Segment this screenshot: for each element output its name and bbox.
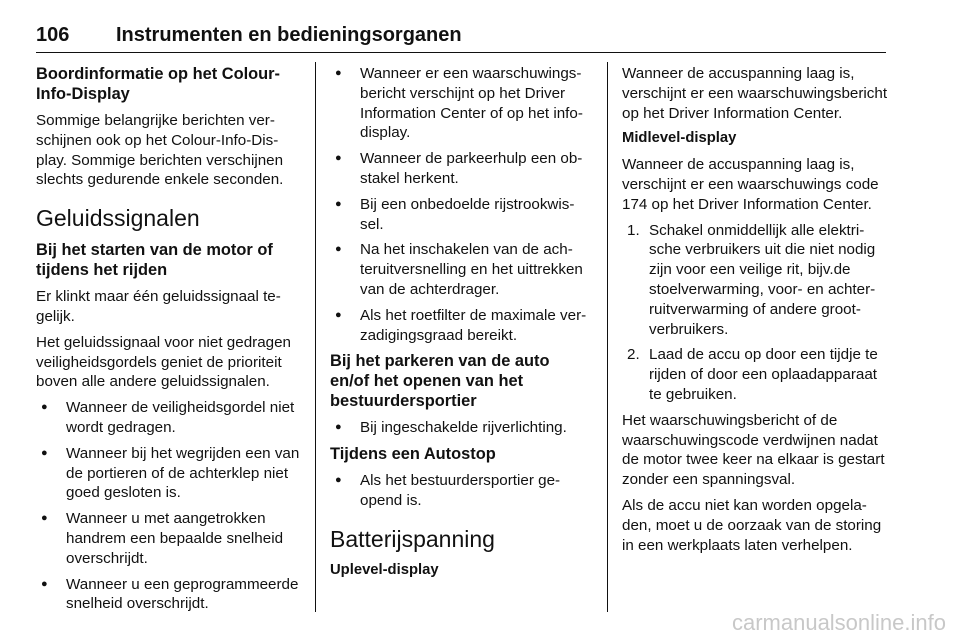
column-1: [36, 64, 302, 620]
bullet-list-1: [36, 398, 302, 614]
column-divider-2: [607, 62, 608, 612]
step-number: 1.: [627, 221, 640, 239]
list-item: ● Wanneer de veiligheidsgordel niet wordt gedragen.: [36, 398, 302, 438]
list-item: ● Wanneer u met aangetrokken handrem een bepaalde snelheid overschrijdt.: [36, 509, 302, 568]
list-item: ● Als het roetfilter de maximale verzadigingsgraad bereikt.: [330, 306, 592, 346]
list-item: [622, 345, 888, 404]
heading-midlevel-display: Midlevel-display: [622, 130, 737, 147]
paragraph-prioriteit: Het geluidssignaal voor niet gedragen veiligheidsgordels geniet de prioriteit boven alle andere geluidssignalen.: [36, 333, 291, 391]
list-item: ● Wanneer er een waarschuwingsbericht verschijnt op het Driver Information Center of op het info-display.: [330, 64, 592, 143]
list-item: ● Bij ingeschakelde rijverlichting.: [330, 418, 592, 438]
bullet-list-3: [330, 418, 592, 438]
list-item: [622, 221, 888, 340]
list-item: ● Als het bestuurdersportier geopend is.: [330, 471, 592, 511]
heading-batterijspanning: Batterijspanning: [330, 525, 495, 552]
heading-geluidssignalen: Geluidssignalen: [36, 205, 200, 232]
running-title: Instrumenten en bedieningsorganen: [116, 24, 462, 46]
list-item: ● Wanneer bij het wegrijden een van de portieren of de achterklep niet goed gesloten is.: [36, 444, 302, 503]
page-number: 106: [36, 24, 70, 46]
list-item: ● Wanneer de parkeerhulp een obstakel herkent.: [330, 149, 592, 189]
paragraph-werkplaats: Als de accu niet kan worden opgeladen, moet u de oorzaak van de storing in een werkplaats laten verhelpen.: [622, 496, 882, 554]
heading-uplevel-display: Uplevel-display: [330, 561, 439, 578]
page-header: [36, 24, 886, 53]
paragraph-een-signaal: Er klinkt maar één geluidssignaal tegelijk.: [36, 288, 281, 325]
paragraph-colour-info: Sommige belangrijke berichten verschijnen ook op het Colour-Info-Display. Sommige berichten verschijnen slechts gedurende enkele seconden.: [36, 112, 284, 189]
bullet-list-4: [330, 471, 592, 511]
column-2: [330, 64, 592, 587]
heading-colour-info-display: Boordinformatie op het Colour-Info-Display: [36, 65, 281, 103]
column-divider-1: [315, 62, 316, 612]
watermark: carmanualsonline.info: [731, 610, 946, 635]
paragraph-uplevel: Wanneer de accuspanning laag is, verschijnt er een waarschuwingsbericht op het Driver Information Center.: [622, 65, 888, 122]
step-number: 2.: [627, 346, 640, 364]
heading-autostop: Tijdens een Autostop: [330, 445, 496, 464]
step-text: Schakel onmiddellijk alle elektrische verbruikers uit die niet nodig zijn voor een veilige rit, bijv.de stoelverwarming, voor- en achterruitverwarming of andere grootverbruikers.: [649, 221, 876, 338]
numbered-list: [622, 221, 888, 405]
list-item: ● Bij een onbedoelde rijstrookwissel.: [330, 195, 592, 235]
bullet-list-2: [330, 64, 592, 345]
list-item: ● Na het inschakelen van de achteruitversnelling en het uittrekken van de achterdrager.: [330, 240, 592, 299]
heading-starten-rijden: Bij het starten van de motor of tijdens het rijden: [36, 241, 273, 280]
list-item: ● Wanneer u een geprogrammeerde snelheid overschrijdt.: [36, 575, 302, 615]
step-text: Laad de accu op door een tijdje te rijden of door een oplaadapparaat te gebruiken.: [649, 346, 878, 403]
heading-parkeren: Bij het parkeren van de auto en/of het openen van het bestuurdersportier: [330, 352, 550, 411]
column-3: [622, 64, 888, 561]
paragraph-waarschuwing-verdwijnt: Het waarschuwingsbericht of de waarschuwingscode verdwijnen nadat de motor twee keer na elkaar is gestart zonder een spanningsval.: [622, 411, 885, 489]
paragraph-midlevel: Wanneer de accuspanning laag is, verschijnt er een waarschuwings code 174 op het Driver Information Center.: [622, 156, 879, 213]
